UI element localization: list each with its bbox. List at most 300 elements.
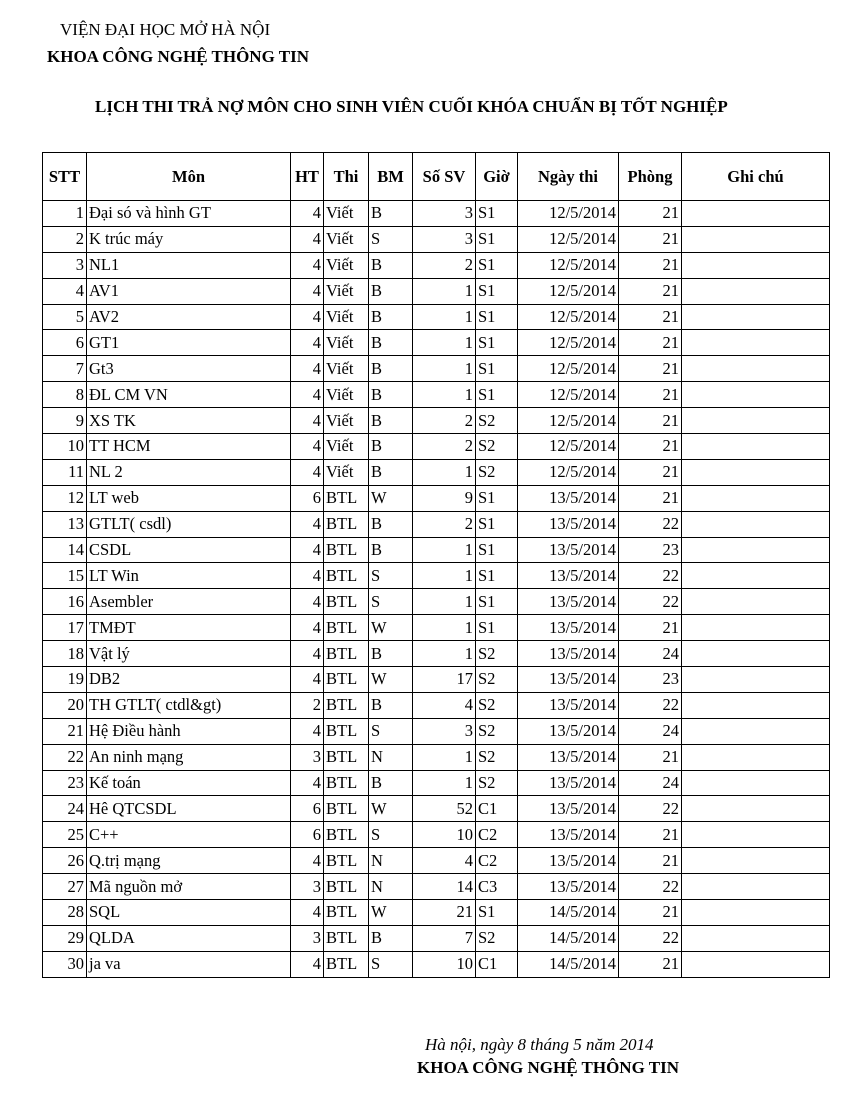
cell-phong: 21 — [619, 848, 682, 874]
cell-thi: BTL — [324, 848, 369, 874]
cell-bm: W — [369, 485, 413, 511]
cell-ngay-thi: 13/5/2014 — [518, 874, 619, 900]
cell-gio: S2 — [476, 925, 518, 951]
cell-bm: B — [369, 459, 413, 485]
cell-mon: LT Win — [87, 563, 291, 589]
cell-ht: 4 — [291, 252, 324, 278]
cell-phong: 22 — [619, 511, 682, 537]
cell-gio: S1 — [476, 589, 518, 615]
cell-bm: W — [369, 667, 413, 693]
cell-so-sv: 1 — [413, 330, 476, 356]
cell-phong: 24 — [619, 641, 682, 667]
cell-stt: 1 — [43, 201, 87, 227]
cell-mon: Kế toán — [87, 770, 291, 796]
cell-phong: 22 — [619, 563, 682, 589]
table-row — [43, 951, 830, 977]
cell-ghi-chu — [682, 874, 830, 900]
table-row — [43, 485, 830, 511]
cell-phong: 21 — [619, 330, 682, 356]
cell-gio: C1 — [476, 951, 518, 977]
cell-ghi-chu — [682, 511, 830, 537]
cell-gio: S1 — [476, 226, 518, 252]
cell-phong: 21 — [619, 382, 682, 408]
cell-ngay-thi: 13/5/2014 — [518, 511, 619, 537]
table-row — [43, 356, 830, 382]
cell-ghi-chu — [682, 744, 830, 770]
cell-so-sv: 1 — [413, 744, 476, 770]
cell-ht: 4 — [291, 951, 324, 977]
cell-so-sv: 2 — [413, 252, 476, 278]
cell-thi: Viết — [324, 382, 369, 408]
cell-mon: LT web — [87, 485, 291, 511]
table-row — [43, 408, 830, 434]
table-row — [43, 770, 830, 796]
cell-ghi-chu — [682, 201, 830, 227]
cell-phong: 21 — [619, 951, 682, 977]
cell-bm: B — [369, 201, 413, 227]
institution-name: VIỆN ĐẠI HỌC MỞ HÀ NỘI — [60, 20, 271, 39]
cell-so-sv: 1 — [413, 278, 476, 304]
cell-ht: 4 — [291, 226, 324, 252]
cell-so-sv: 3 — [413, 226, 476, 252]
table-row — [43, 692, 830, 718]
cell-bm: S — [369, 718, 413, 744]
cell-gio: S1 — [476, 330, 518, 356]
cell-ngay-thi: 12/5/2014 — [518, 201, 619, 227]
cell-phong: 21 — [619, 822, 682, 848]
cell-stt: 12 — [43, 485, 87, 511]
cell-ht: 3 — [291, 744, 324, 770]
cell-so-sv: 3 — [413, 201, 476, 227]
cell-gio: S1 — [476, 382, 518, 408]
cell-ngay-thi: 12/5/2014 — [518, 330, 619, 356]
cell-bm: N — [369, 744, 413, 770]
cell-gio: S1 — [476, 537, 518, 563]
cell-stt: 4 — [43, 278, 87, 304]
cell-bm: B — [369, 382, 413, 408]
cell-gio: S2 — [476, 459, 518, 485]
cell-gio: C3 — [476, 874, 518, 900]
column-header-stt: STT — [43, 153, 87, 201]
cell-ngay-thi: 13/5/2014 — [518, 667, 619, 693]
cell-thi: Viết — [324, 278, 369, 304]
cell-stt: 28 — [43, 900, 87, 926]
cell-phong: 21 — [619, 744, 682, 770]
table-row — [43, 330, 830, 356]
cell-thi: BTL — [324, 589, 369, 615]
cell-mon: Gt3 — [87, 356, 291, 382]
cell-ht: 4 — [291, 848, 324, 874]
cell-ghi-chu — [682, 226, 830, 252]
cell-ht: 4 — [291, 667, 324, 693]
cell-stt: 30 — [43, 951, 87, 977]
column-header-gio: Giờ — [476, 153, 518, 201]
cell-ghi-chu — [682, 408, 830, 434]
cell-phong: 22 — [619, 925, 682, 951]
exam-schedule-table — [42, 152, 830, 978]
cell-ngay-thi: 13/5/2014 — [518, 848, 619, 874]
cell-phong: 24 — [619, 718, 682, 744]
cell-ngay-thi: 13/5/2014 — [518, 744, 619, 770]
table-row — [43, 641, 830, 667]
cell-stt: 10 — [43, 434, 87, 460]
cell-ghi-chu — [682, 718, 830, 744]
cell-gio: S2 — [476, 641, 518, 667]
cell-stt: 6 — [43, 330, 87, 356]
cell-ht: 6 — [291, 485, 324, 511]
cell-ghi-chu — [682, 667, 830, 693]
cell-mon: XS TK — [87, 408, 291, 434]
cell-bm: W — [369, 796, 413, 822]
cell-thi: BTL — [324, 822, 369, 848]
cell-bm: N — [369, 874, 413, 900]
cell-ngay-thi: 12/5/2014 — [518, 459, 619, 485]
cell-thi: BTL — [324, 537, 369, 563]
table-row — [43, 278, 830, 304]
cell-ngay-thi: 14/5/2014 — [518, 951, 619, 977]
cell-ht: 4 — [291, 641, 324, 667]
cell-ngay-thi: 13/5/2014 — [518, 796, 619, 822]
cell-stt: 23 — [43, 770, 87, 796]
cell-thi: BTL — [324, 900, 369, 926]
cell-stt: 25 — [43, 822, 87, 848]
cell-ngay-thi: 13/5/2014 — [518, 589, 619, 615]
cell-ngay-thi: 13/5/2014 — [518, 537, 619, 563]
cell-mon: AV2 — [87, 304, 291, 330]
cell-ngay-thi: 12/5/2014 — [518, 278, 619, 304]
cell-so-sv: 10 — [413, 951, 476, 977]
cell-ngay-thi: 12/5/2014 — [518, 304, 619, 330]
cell-mon: NL 2 — [87, 459, 291, 485]
cell-ngay-thi: 12/5/2014 — [518, 408, 619, 434]
cell-ht: 4 — [291, 589, 324, 615]
cell-ghi-chu — [682, 615, 830, 641]
cell-bm: B — [369, 434, 413, 460]
cell-phong: 21 — [619, 615, 682, 641]
table-row — [43, 304, 830, 330]
cell-ngay-thi: 12/5/2014 — [518, 252, 619, 278]
cell-bm: B — [369, 770, 413, 796]
cell-mon: TMĐT — [87, 615, 291, 641]
cell-bm: N — [369, 848, 413, 874]
cell-ht: 4 — [291, 330, 324, 356]
column-header-phong: Phòng — [619, 153, 682, 201]
table-row — [43, 589, 830, 615]
cell-gio: S2 — [476, 718, 518, 744]
cell-gio: C2 — [476, 822, 518, 848]
cell-ht: 4 — [291, 511, 324, 537]
cell-ht: 4 — [291, 563, 324, 589]
cell-mon: Hệ Điều hành — [87, 718, 291, 744]
cell-gio: S1 — [476, 252, 518, 278]
cell-mon: C++ — [87, 822, 291, 848]
cell-so-sv: 10 — [413, 822, 476, 848]
table-row — [43, 434, 830, 460]
cell-so-sv: 1 — [413, 615, 476, 641]
cell-thi: BTL — [324, 641, 369, 667]
cell-thi: Viết — [324, 408, 369, 434]
cell-bm: S — [369, 589, 413, 615]
cell-so-sv: 21 — [413, 900, 476, 926]
faculty-name: KHOA CÔNG NGHỆ THÔNG TIN — [47, 47, 309, 66]
cell-gio: S2 — [476, 667, 518, 693]
cell-bm: B — [369, 252, 413, 278]
cell-mon: DB2 — [87, 667, 291, 693]
column-header-thi: Thi — [324, 153, 369, 201]
cell-ht: 4 — [291, 459, 324, 485]
table-row — [43, 796, 830, 822]
cell-phong: 22 — [619, 796, 682, 822]
cell-bm: S — [369, 951, 413, 977]
cell-thi: BTL — [324, 615, 369, 641]
cell-phong: 21 — [619, 356, 682, 382]
cell-thi: BTL — [324, 718, 369, 744]
table-row — [43, 667, 830, 693]
cell-so-sv: 1 — [413, 356, 476, 382]
cell-stt: 17 — [43, 615, 87, 641]
cell-phong: 21 — [619, 252, 682, 278]
cell-ht: 4 — [291, 278, 324, 304]
table-row — [43, 537, 830, 563]
cell-ngay-thi: 13/5/2014 — [518, 485, 619, 511]
cell-mon: AV1 — [87, 278, 291, 304]
cell-mon: SQL — [87, 900, 291, 926]
cell-thi: BTL — [324, 485, 369, 511]
cell-ht: 4 — [291, 382, 324, 408]
cell-gio: S1 — [476, 563, 518, 589]
cell-gio: S2 — [476, 770, 518, 796]
cell-bm: B — [369, 641, 413, 667]
table-row — [43, 226, 830, 252]
cell-ht: 4 — [291, 770, 324, 796]
cell-ghi-chu — [682, 563, 830, 589]
cell-bm: S — [369, 822, 413, 848]
cell-bm: B — [369, 511, 413, 537]
cell-stt: 24 — [43, 796, 87, 822]
cell-ghi-chu — [682, 537, 830, 563]
cell-ht: 4 — [291, 434, 324, 460]
cell-mon: GTLT( csdl) — [87, 511, 291, 537]
table-row — [43, 925, 830, 951]
cell-ht: 4 — [291, 615, 324, 641]
cell-phong: 22 — [619, 874, 682, 900]
cell-thi: Viết — [324, 459, 369, 485]
cell-gio: S1 — [476, 900, 518, 926]
cell-stt: 27 — [43, 874, 87, 900]
cell-bm: B — [369, 304, 413, 330]
cell-gio: C2 — [476, 848, 518, 874]
cell-gio: C1 — [476, 796, 518, 822]
cell-so-sv: 1 — [413, 563, 476, 589]
cell-thi: BTL — [324, 874, 369, 900]
cell-thi: BTL — [324, 692, 369, 718]
cell-bm: B — [369, 408, 413, 434]
cell-phong: 22 — [619, 589, 682, 615]
cell-bm: B — [369, 925, 413, 951]
cell-phong: 24 — [619, 770, 682, 796]
cell-phong: 21 — [619, 408, 682, 434]
column-header-ghi-chu: Ghi chú — [682, 153, 830, 201]
cell-mon: ja va — [87, 951, 291, 977]
cell-so-sv: 3 — [413, 718, 476, 744]
cell-ngay-thi: 14/5/2014 — [518, 925, 619, 951]
cell-so-sv: 52 — [413, 796, 476, 822]
cell-phong: 23 — [619, 537, 682, 563]
cell-stt: 26 — [43, 848, 87, 874]
cell-thi: BTL — [324, 667, 369, 693]
cell-thi: BTL — [324, 563, 369, 589]
cell-thi: Viết — [324, 201, 369, 227]
column-header-mon: Môn — [87, 153, 291, 201]
cell-phong: 21 — [619, 485, 682, 511]
cell-bm: B — [369, 330, 413, 356]
cell-ngay-thi: 12/5/2014 — [518, 434, 619, 460]
cell-so-sv: 1 — [413, 589, 476, 615]
column-header-ht: HT — [291, 153, 324, 201]
cell-ngay-thi: 13/5/2014 — [518, 563, 619, 589]
cell-so-sv: 4 — [413, 692, 476, 718]
cell-bm: B — [369, 692, 413, 718]
cell-mon: NL1 — [87, 252, 291, 278]
cell-gio: S1 — [476, 201, 518, 227]
signatory: KHOA CÔNG NGHỆ THÔNG TIN — [417, 1058, 679, 1077]
cell-stt: 3 — [43, 252, 87, 278]
cell-gio: S2 — [476, 408, 518, 434]
cell-stt: 19 — [43, 667, 87, 693]
table-row — [43, 563, 830, 589]
cell-ngay-thi: 12/5/2014 — [518, 382, 619, 408]
cell-thi: Viết — [324, 434, 369, 460]
cell-ngay-thi: 13/5/2014 — [518, 615, 619, 641]
cell-thi: BTL — [324, 744, 369, 770]
cell-so-sv: 1 — [413, 641, 476, 667]
cell-stt: 13 — [43, 511, 87, 537]
cell-ht: 3 — [291, 874, 324, 900]
table-row — [43, 382, 830, 408]
cell-stt: 11 — [43, 459, 87, 485]
cell-stt: 8 — [43, 382, 87, 408]
cell-so-sv: 14 — [413, 874, 476, 900]
cell-so-sv: 1 — [413, 770, 476, 796]
cell-mon: TT HCM — [87, 434, 291, 460]
cell-ht: 4 — [291, 201, 324, 227]
cell-ht: 4 — [291, 718, 324, 744]
cell-mon: Q.trị mạng — [87, 848, 291, 874]
table-row — [43, 459, 830, 485]
cell-stt: 5 — [43, 304, 87, 330]
cell-stt: 15 — [43, 563, 87, 589]
cell-mon: GT1 — [87, 330, 291, 356]
cell-ghi-chu — [682, 330, 830, 356]
cell-thi: Viết — [324, 304, 369, 330]
cell-stt: 18 — [43, 641, 87, 667]
table-row — [43, 201, 830, 227]
cell-ngay-thi: 13/5/2014 — [518, 692, 619, 718]
cell-so-sv: 2 — [413, 511, 476, 537]
cell-so-sv: 9 — [413, 485, 476, 511]
cell-gio: S1 — [476, 304, 518, 330]
cell-ghi-chu — [682, 356, 830, 382]
table-row — [43, 511, 830, 537]
place-and-date: Hà nội, ngày 8 tháng 5 năm 2014 — [425, 1035, 654, 1054]
cell-mon: CSDL — [87, 537, 291, 563]
cell-thi: Viết — [324, 356, 369, 382]
cell-ghi-chu — [682, 434, 830, 460]
cell-ht: 4 — [291, 356, 324, 382]
cell-ghi-chu — [682, 822, 830, 848]
cell-ht: 4 — [291, 537, 324, 563]
cell-gio: S1 — [476, 615, 518, 641]
cell-ghi-chu — [682, 951, 830, 977]
cell-ht: 4 — [291, 900, 324, 926]
cell-thi: BTL — [324, 951, 369, 977]
table-row — [43, 900, 830, 926]
cell-ht: 4 — [291, 304, 324, 330]
cell-bm: S — [369, 563, 413, 589]
cell-ghi-chu — [682, 770, 830, 796]
cell-ghi-chu — [682, 278, 830, 304]
cell-bm: W — [369, 900, 413, 926]
cell-phong: 21 — [619, 201, 682, 227]
cell-mon: An ninh mạng — [87, 744, 291, 770]
cell-ngay-thi: 12/5/2014 — [518, 226, 619, 252]
cell-bm: B — [369, 537, 413, 563]
cell-phong: 23 — [619, 667, 682, 693]
cell-gio: S2 — [476, 744, 518, 770]
cell-ghi-chu — [682, 589, 830, 615]
cell-stt: 14 — [43, 537, 87, 563]
cell-ghi-chu — [682, 796, 830, 822]
cell-mon: QLDA — [87, 925, 291, 951]
cell-mon: Vật lý — [87, 641, 291, 667]
cell-ht: 6 — [291, 822, 324, 848]
table-header-row — [43, 153, 830, 201]
cell-ghi-chu — [682, 641, 830, 667]
cell-so-sv: 2 — [413, 434, 476, 460]
cell-ngay-thi: 12/5/2014 — [518, 356, 619, 382]
cell-thi: BTL — [324, 511, 369, 537]
cell-ngay-thi: 13/5/2014 — [518, 718, 619, 744]
cell-thi: Viết — [324, 252, 369, 278]
cell-bm: B — [369, 278, 413, 304]
cell-ht: 3 — [291, 925, 324, 951]
cell-phong: 21 — [619, 434, 682, 460]
cell-ghi-chu — [682, 252, 830, 278]
table-row — [43, 252, 830, 278]
cell-bm: S — [369, 226, 413, 252]
cell-thi: BTL — [324, 796, 369, 822]
table-row — [43, 822, 830, 848]
cell-mon: Đại só và hình GT — [87, 201, 291, 227]
cell-phong: 21 — [619, 900, 682, 926]
cell-ghi-chu — [682, 900, 830, 926]
cell-so-sv: 1 — [413, 304, 476, 330]
cell-mon: Hê QTCSDL — [87, 796, 291, 822]
cell-gio: S1 — [476, 356, 518, 382]
cell-gio: S1 — [476, 511, 518, 537]
cell-so-sv: 7 — [413, 925, 476, 951]
cell-ghi-chu — [682, 692, 830, 718]
column-header-ngay-thi: Ngày thi — [518, 153, 619, 201]
cell-so-sv: 1 — [413, 459, 476, 485]
cell-bm: W — [369, 615, 413, 641]
cell-ngay-thi: 14/5/2014 — [518, 900, 619, 926]
cell-ghi-chu — [682, 382, 830, 408]
cell-bm: B — [369, 356, 413, 382]
column-header-bm: BM — [369, 153, 413, 201]
cell-gio: S2 — [476, 692, 518, 718]
cell-so-sv: 1 — [413, 382, 476, 408]
